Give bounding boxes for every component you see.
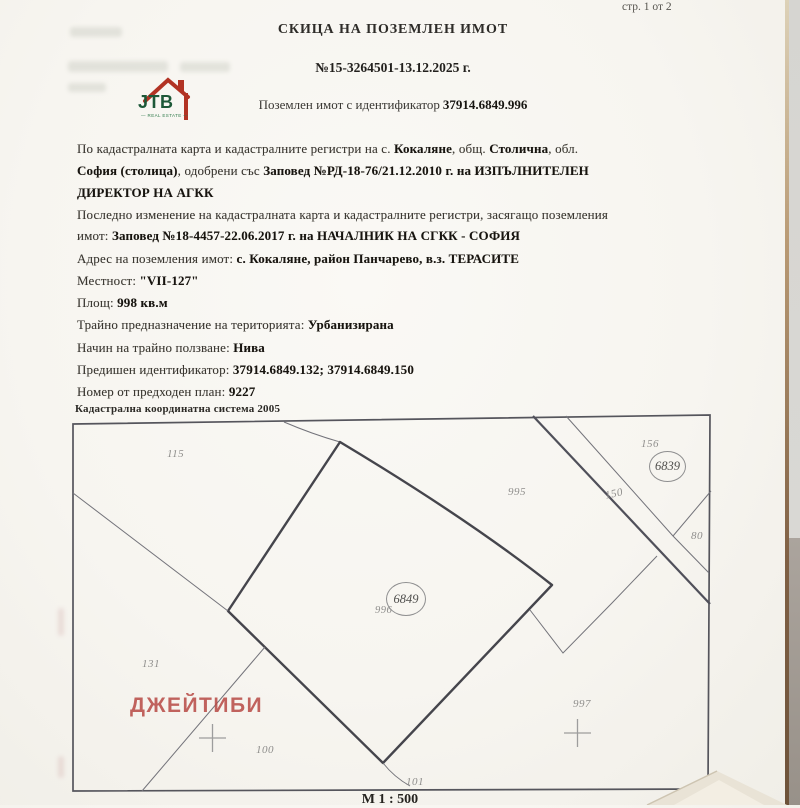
- logo-text: JTB: [138, 92, 174, 112]
- detail-line: Начин на трайно ползване: Нива: [77, 340, 265, 355]
- parcel-label-115: 115: [167, 448, 185, 460]
- detail-line: Последно изменение на кадастралната карта и кадастралните регистри, засягащо поземления: [77, 207, 609, 222]
- parcel-997-boundary: [530, 556, 657, 653]
- road-strip-edge-thin: [566, 416, 709, 573]
- boundary-line: [284, 422, 340, 442]
- page-curl: [622, 755, 787, 805]
- detail-line: Местност: "VII-127": [77, 273, 199, 288]
- parcel-label-101: 101: [406, 776, 424, 788]
- detail-line: София (столица), одобрени със Заповед №РД-18-76/21.12.2010 г. на ИЗПЪЛНИТЕЛЕН: [77, 163, 589, 178]
- parcel-label-997: 997: [573, 698, 591, 710]
- agency-watermark: ДЖЕЙТИБИ: [130, 694, 264, 717]
- parcel-label-996: 996: [375, 605, 393, 616]
- parcel-label-156: 156: [641, 438, 659, 450]
- parcel-label-995: 995: [508, 486, 526, 498]
- page-number: стр. 1 от 2: [622, 1, 672, 13]
- boundary-line: [142, 647, 265, 791]
- document-title: СКИЦА НА ПОЗЕМЛЕН ИМОТ: [277, 22, 509, 37]
- map-scale-label: М 1 : 500: [361, 792, 419, 807]
- property-id-prefix: Поземлен имот с идентификатор: [258, 97, 440, 112]
- parcel-label-131: 131: [142, 658, 160, 670]
- detail-line: Предишен идентификатор: 37914.6849.132; 37914.6849.150: [77, 362, 414, 377]
- circled-parcel-6849: 6849: [386, 582, 426, 616]
- boundary-line: [73, 493, 228, 611]
- detail-line: Номер от предходен план: 9227: [77, 384, 256, 399]
- detail-line: Трайно предназначение на територията: Урбанизирана: [77, 317, 394, 332]
- parcel-label-80: 80: [691, 530, 703, 542]
- detail-line: имот: Заповед №18-4457-22.06.2017 г. на НАЧАЛНИК НА СГКК - СОФИЯ: [77, 228, 521, 243]
- logo-tagline: — REAL ESTATE —: [141, 113, 189, 118]
- detail-line: Адрес на поземления имот: с. Кокаляне, район Панчарево, в.з. ТЕРАСИТЕ: [77, 251, 520, 266]
- circled-parcel-6839: 6839: [649, 451, 686, 482]
- parcel-label-100: 100: [256, 744, 274, 756]
- property-id-value: 37914.6849.996: [442, 97, 528, 112]
- detail-line: ДИРЕКТОР НА АГКК: [77, 185, 214, 200]
- document-number: №15-3264501-13.12.2025 г.: [315, 60, 471, 75]
- road-label-150: 150: [604, 486, 625, 502]
- detail-line: Площ: 998 кв.м: [77, 295, 168, 310]
- road-strip-edge-bold: [533, 416, 710, 604]
- coordinate-system-label: Кадастрална координатна система 2005: [75, 403, 281, 415]
- detail-line: По кадастралната карта и кадастралните регистри на с. Кокаляне, общ. Столична, обл.: [77, 141, 579, 156]
